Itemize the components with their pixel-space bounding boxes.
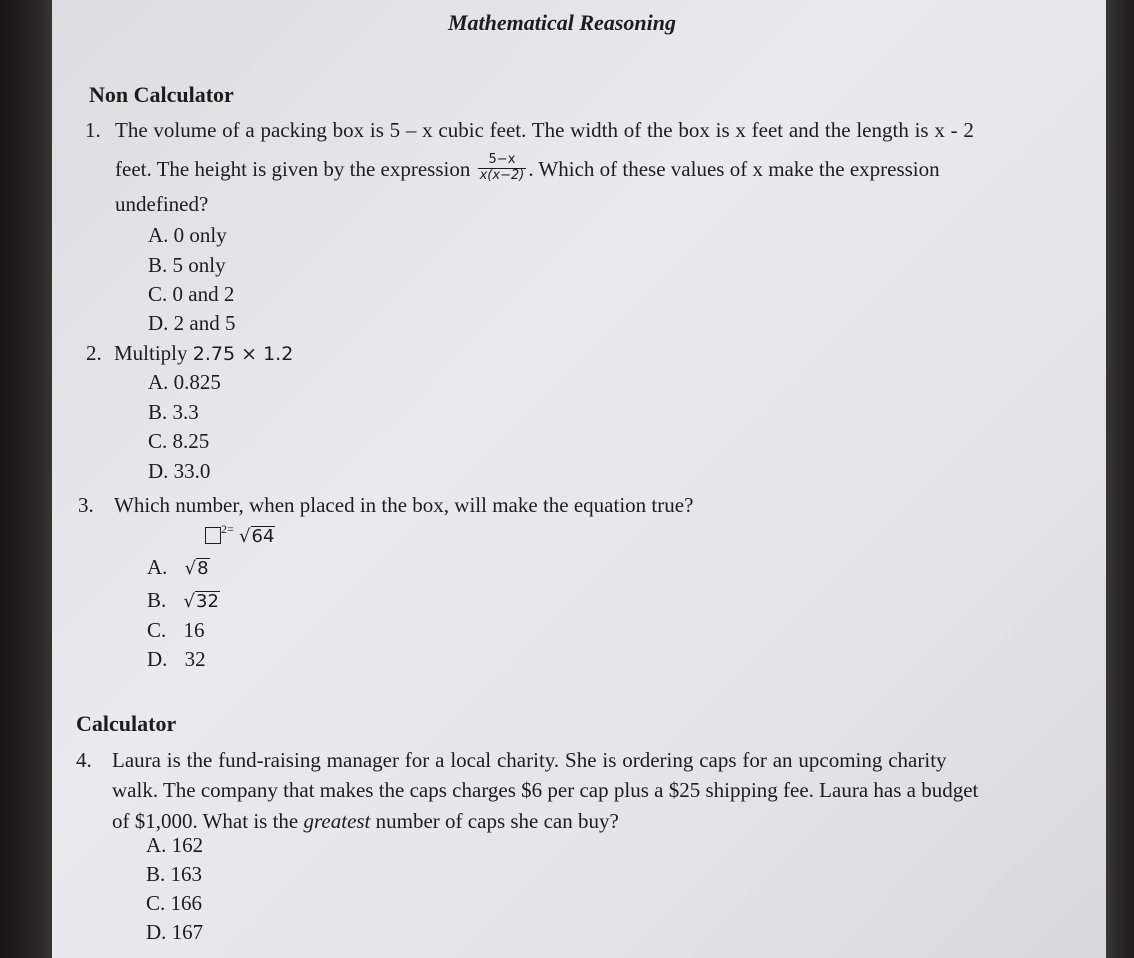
q2-option-b[interactable]: B. 3.3 — [148, 400, 199, 424]
q4-line-3 — [112, 809, 619, 834]
q3-equation — [205, 522, 275, 548]
sqrt-8: √8 — [184, 558, 209, 579]
section-heading-calculator: Calculator — [76, 711, 177, 736]
q2-prefix: Multiply — [114, 341, 188, 365]
section-heading-non-calculator: Non Calculator — [89, 82, 234, 107]
sqrt-64: √64 — [239, 526, 275, 547]
q3-option-a-letter: A. — [147, 555, 168, 579]
q3-option-b[interactable] — [147, 588, 220, 613]
q4-line-3-after: number of caps she can buy? — [375, 809, 619, 833]
q1-option-c[interactable]: C. 0 and 2 — [148, 282, 235, 306]
q1-line-2-before: feet. The height is given by the expression — [115, 157, 471, 181]
q4-line-2: walk. The company that makes the caps charges $6 per cap plus a $25 shipping fee. Laura has a budget — [112, 778, 979, 802]
q4-option-c[interactable]: C. 166 — [146, 891, 203, 915]
q4-number: 4. — [76, 748, 92, 772]
q3-option-d[interactable] — [147, 647, 206, 672]
q4-emphasis-greatest: greatest — [303, 809, 371, 833]
equation-equals: = — [227, 522, 234, 536]
q3-option-d-value: 32 — [184, 647, 206, 671]
height-fraction — [478, 153, 527, 184]
sqrt-32: √32 — [183, 591, 219, 612]
blank-box — [205, 527, 221, 544]
q1-line-2-after: . Which of these values of x make the expression — [528, 157, 940, 181]
right-bezel — [1104, 0, 1134, 958]
q2-option-a[interactable]: A. 0.825 — [148, 370, 221, 394]
radicand-64: 64 — [251, 526, 275, 547]
q3-option-c-letter: C. — [147, 618, 167, 642]
q4-line-1: Laura is the fund-raising manager for a local charity. She is ordering caps for an upcoming charity — [112, 748, 947, 772]
q4-option-d[interactable]: D. 167 — [146, 920, 204, 944]
fraction-numerator: 5−x — [478, 153, 527, 169]
q4-option-b[interactable]: B. 163 — [146, 862, 203, 886]
q1-line-1: The volume of a packing box is 5 – x cubic feet. The width of the box is x feet and the length is x - 2 — [115, 118, 974, 142]
q1-line-2 — [115, 151, 940, 184]
q1-option-b[interactable]: B. 5 only — [148, 253, 226, 277]
q2-prompt — [114, 341, 293, 366]
q3-option-c-value: 16 — [183, 618, 205, 642]
q2-number: 2. — [86, 341, 102, 365]
equation-exponent: 2 — [221, 522, 227, 536]
left-bezel — [0, 0, 56, 958]
q4-option-a[interactable]: A. 162 — [146, 833, 204, 857]
q1-line-3: undefined? — [115, 192, 209, 216]
q1-number: 1. — [85, 118, 101, 142]
q2-expression: 2.75 × 1.2 — [192, 343, 294, 365]
worksheet-page — [52, 0, 1106, 958]
q3-option-c[interactable] — [147, 618, 205, 643]
q3-option-b-letter: B. — [147, 588, 167, 612]
q2-option-c[interactable]: C. 8.25 — [148, 429, 210, 453]
q3-option-a[interactable] — [147, 555, 210, 580]
radicand-32: 32 — [196, 591, 219, 612]
q2-option-d[interactable]: D. 33.0 — [148, 459, 211, 483]
q4-line-3-before: of $1,000. What is the — [112, 809, 299, 833]
q3-number: 3. — [78, 493, 94, 517]
fraction-denominator: x(x−2) — [479, 167, 525, 183]
q3-option-d-letter: D. — [147, 647, 168, 671]
q1-option-a[interactable]: A. 0 only — [148, 223, 227, 247]
worksheet-screen — [52, 0, 1106, 958]
q3-text: Which number, when placed in the box, will make the equation true? — [114, 493, 694, 517]
q1-option-d[interactable]: D. 2 and 5 — [148, 311, 236, 335]
radicand-8: 8 — [197, 558, 209, 579]
page-title: Mathematical Reasoning — [448, 10, 676, 35]
